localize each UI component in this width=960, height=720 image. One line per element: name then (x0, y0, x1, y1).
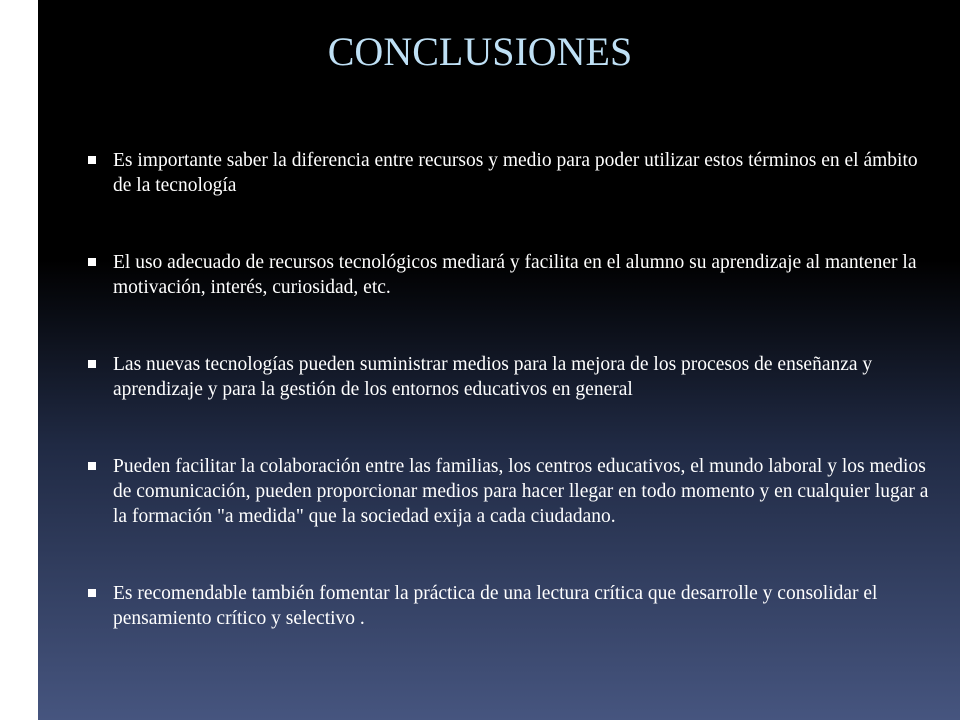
bullet-item (88, 148, 938, 198)
square-bullet-icon (88, 258, 96, 266)
slide-title: CONCLUSIONES (327, 29, 633, 74)
square-bullet-icon (88, 360, 96, 368)
bullet-item (88, 352, 938, 402)
bullet-text: Pueden facilitar la colaboración entre las familias, los centros educativos, el mundo laboral y los medios de comunicación, pueden proporcionar medios para hacer llegar en todo momento y en cualquier lugar a la formación "a medida" que la sociedad exija a cada ciudadano. (113, 456, 929, 527)
bullet-item (88, 581, 938, 631)
square-bullet-icon (88, 589, 96, 597)
bullet-list (88, 148, 938, 631)
square-bullet-icon (88, 156, 96, 164)
bullet-text: El uso adecuado de recursos tecnológicos mediará y facilita en el alumno su aprendizaje al mantener la motivación, interés, curiosidad, etc. (113, 252, 917, 298)
bullet-text: Es importante saber la diferencia entre recursos y medio para poder utilizar estos términos en el ámbito de la tecnología (113, 150, 918, 196)
decorative-tabs (0, 0, 38, 720)
square-bullet-icon (88, 462, 96, 470)
bullet-text: Las nuevas tecnologías pueden suministrar medios para la mejora de los procesos de enseñanza y aprendizaje y para la gestión de los entornos educativos en general (113, 354, 873, 400)
bullet-text: Es recomendable también fomentar la práctica de una lectura crítica que desarrolle y consolidar el pensamiento crítico y selectivo . (113, 583, 878, 629)
bullet-item (88, 454, 938, 529)
bullet-item (88, 250, 938, 300)
